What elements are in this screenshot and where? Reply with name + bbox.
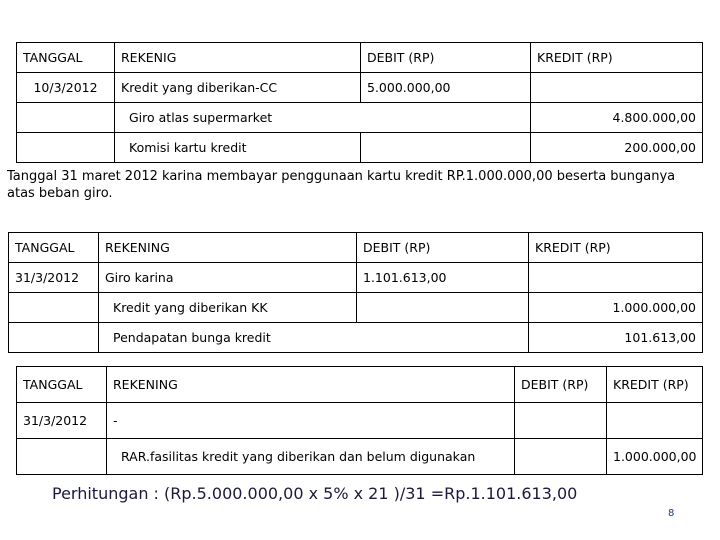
header-tanggal: TANGGAL <box>17 367 107 403</box>
row-account: RAR.fasilitas kredit yang diberikan dan belum digunakan <box>107 439 515 475</box>
row-credit: 200.000,00 <box>531 133 703 163</box>
row-debit <box>515 403 607 439</box>
row-credit: 4.800.000,00 <box>531 103 703 133</box>
header-tanggal: TANGGAL <box>17 43 115 73</box>
row-account: - <box>107 403 515 439</box>
row-credit <box>529 263 703 293</box>
page-number: 8 <box>668 508 675 519</box>
row-account: Kredit yang diberikan-CC <box>115 73 361 103</box>
table-header-row <box>9 233 703 263</box>
header-tanggal: TANGGAL <box>9 233 99 263</box>
table-row <box>17 403 703 439</box>
row-credit: 101.613,00 <box>529 323 703 353</box>
row-account: Kredit yang diberikan KK <box>99 293 357 323</box>
header-kredit: KREDIT (RP) <box>607 367 703 403</box>
header-debit: DEBIT (RP) <box>357 233 529 263</box>
row-date <box>17 103 115 133</box>
table-row <box>17 73 703 103</box>
row-debit <box>361 133 531 163</box>
row-debit: 1.101.613,00 <box>357 263 529 293</box>
table-row <box>9 293 703 323</box>
row-debit <box>357 293 529 323</box>
row-credit: 1.000.000,00 <box>607 439 703 475</box>
transaction-description: Tanggal 31 maret 2012 karina membayar penggunaan kartu kredit RP.1.000.000,00 beserta bunganya atas beban giro. <box>7 169 676 201</box>
row-debit <box>515 439 607 475</box>
header-rekening: REKENIG <box>115 43 361 73</box>
row-date: 31/3/2012 <box>17 403 107 439</box>
row-date: 31/3/2012 <box>9 263 99 293</box>
header-kredit: KREDIT (RP) <box>529 233 703 263</box>
row-date <box>9 323 99 353</box>
header-kredit: KREDIT (RP) <box>531 43 703 73</box>
table-row <box>9 323 703 353</box>
row-credit: 1.000.000,00 <box>529 293 703 323</box>
journal-table-2 <box>8 232 703 353</box>
table-row <box>9 263 703 293</box>
header-debit: DEBIT (RP) <box>361 43 531 73</box>
journal-table-1 <box>16 42 703 163</box>
header-rekening: REKENING <box>99 233 357 263</box>
row-debit: 5.000.000,00 <box>361 73 531 103</box>
table-header-row <box>17 43 703 73</box>
row-credit <box>531 73 703 103</box>
row-date <box>9 293 99 323</box>
table-row <box>17 103 703 133</box>
row-account: Komisi kartu kredit <box>115 133 361 163</box>
row-date <box>17 439 107 475</box>
journal-table-3 <box>16 366 703 475</box>
row-credit <box>607 403 703 439</box>
interest-calculation: Perhitungan : (Rp.5.000.000,00 x 5% x 21 )/31 =Rp.1.101.613,00 <box>52 484 578 503</box>
header-rekening: REKENING <box>107 367 515 403</box>
row-date: 10/3/2012 <box>17 73 115 103</box>
table-row <box>17 133 703 163</box>
row-account: Giro atlas supermarket <box>115 103 531 133</box>
row-account: Pendapatan bunga kredit <box>99 323 529 353</box>
table-header-row <box>17 367 703 403</box>
row-account: Giro karina <box>99 263 357 293</box>
row-date <box>17 133 115 163</box>
header-debit: DEBIT (RP) <box>515 367 607 403</box>
table-row <box>17 439 703 475</box>
